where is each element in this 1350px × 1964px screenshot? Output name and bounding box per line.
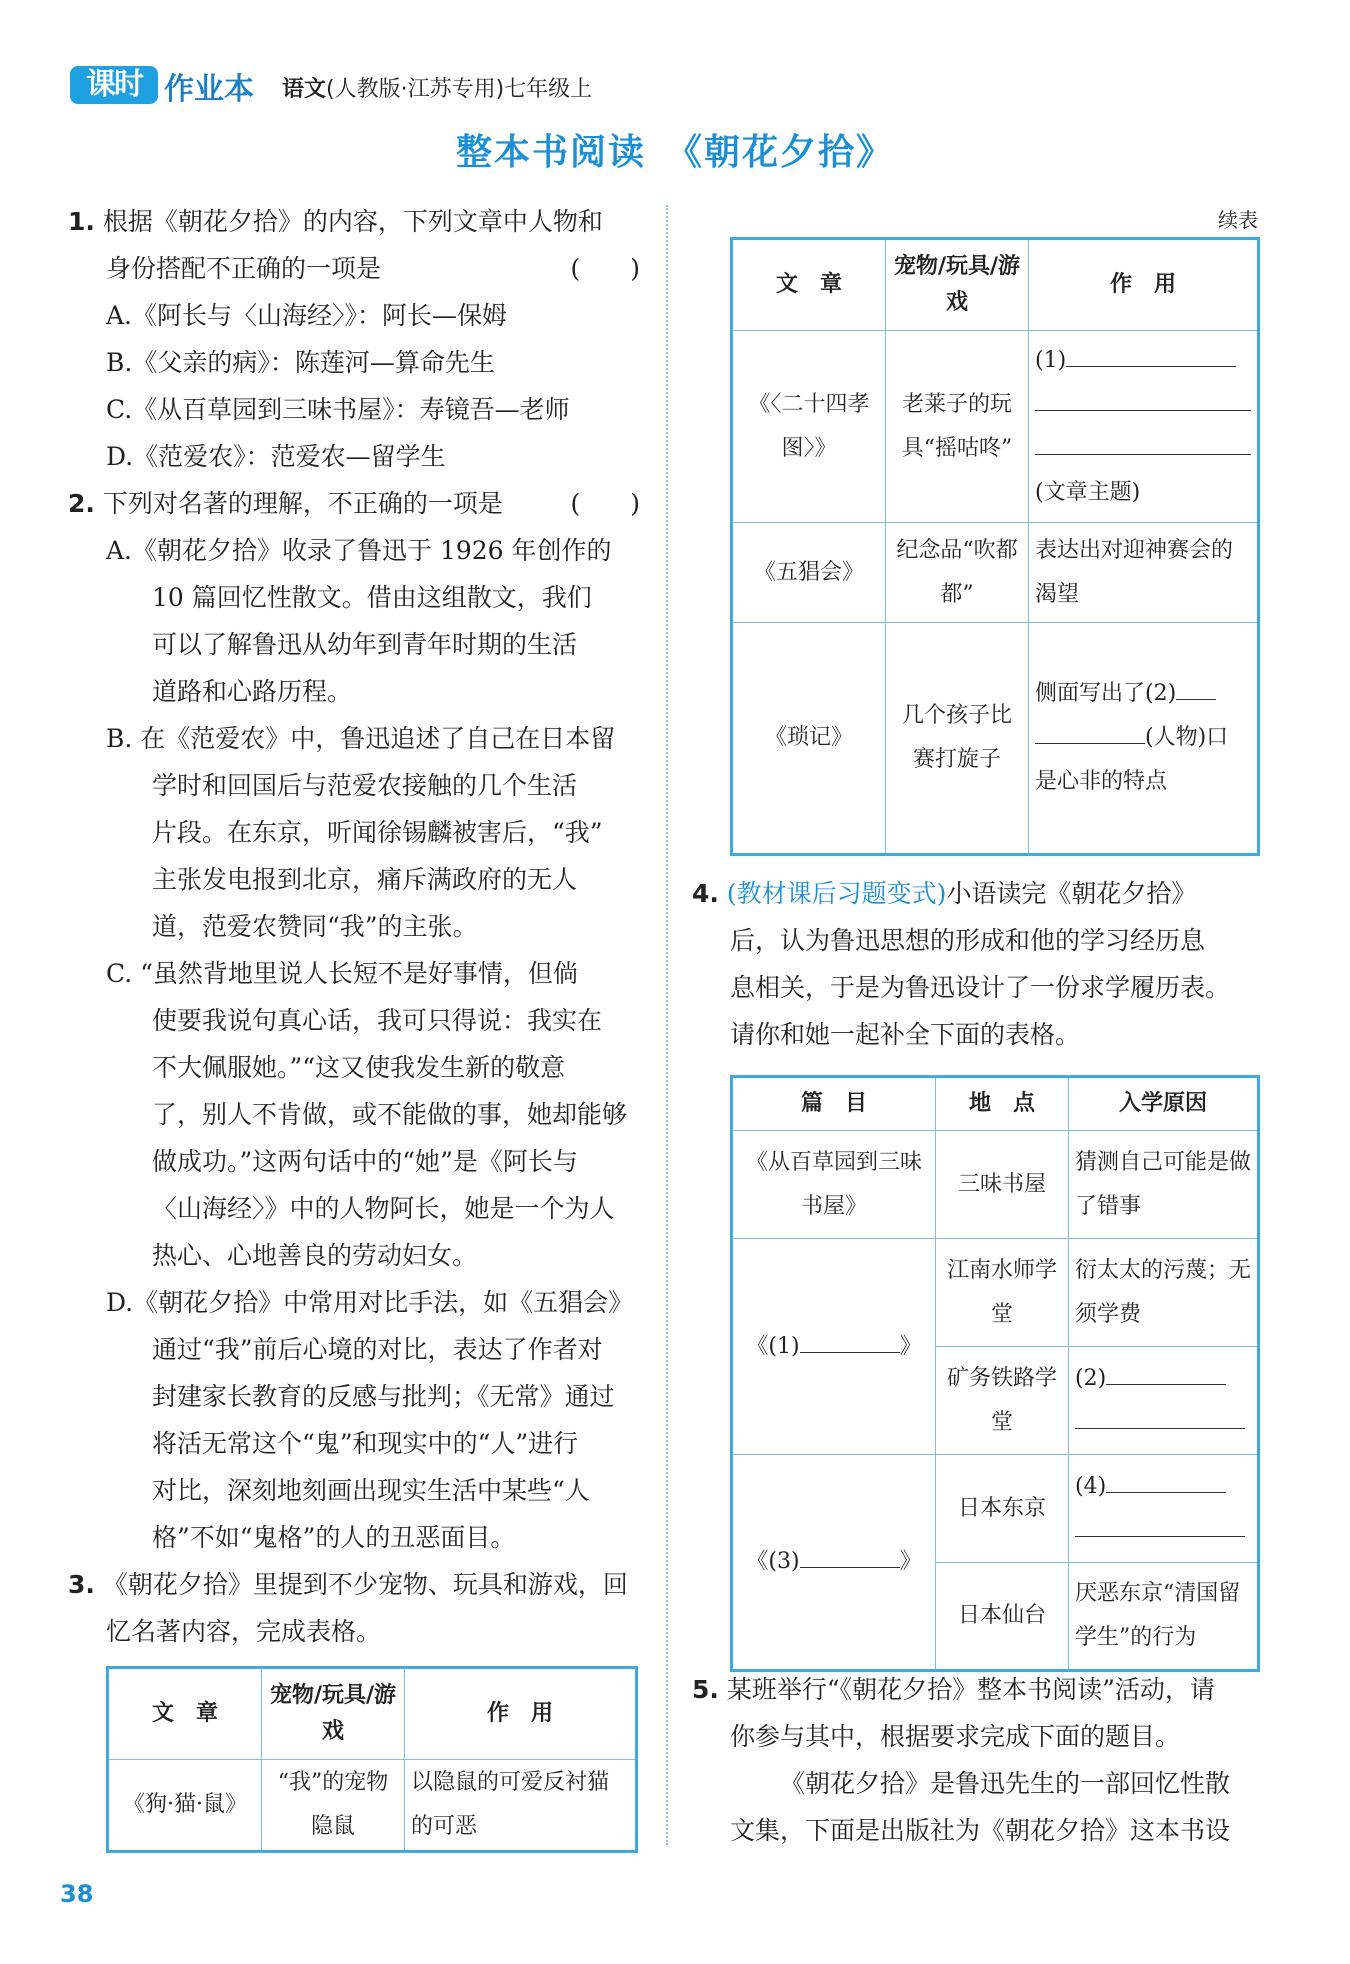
answer-blank[interactable]	[1075, 1536, 1245, 1537]
table-cell: 表达出对迎神赛会的渴望	[1029, 523, 1259, 623]
table-row	[108, 1760, 637, 1852]
table-cell: 老莱子的玩具“摇咕咚”	[886, 331, 1029, 523]
table-cell: 日本东京	[936, 1455, 1069, 1563]
answer-blank[interactable]	[800, 1352, 900, 1353]
table-cell: 日本仙台	[936, 1563, 1069, 1671]
table-cell: 《(3) 》	[732, 1455, 936, 1671]
table-cell: 侧面写出了(2) (人物)口 是心非的特点	[1029, 623, 1259, 855]
q3-header-article: 文 章	[108, 1668, 262, 1760]
column-divider	[666, 205, 668, 1845]
q1-option-a: A.《阿长与〈山海经〉》：阿长—保姆	[106, 301, 508, 330]
logo-subtitle: 作业本	[164, 72, 254, 107]
table-cell: 以隐鼠的可爱反衬猫的可恶	[405, 1760, 637, 1852]
table-cell: 江南水师学堂	[936, 1239, 1069, 1347]
table-cell: 猜测自己可能是做了错事	[1069, 1131, 1259, 1239]
continued-label: 续表	[1218, 208, 1258, 232]
table-row	[732, 1131, 1259, 1239]
q2-option-b: B. 在《范爱农》中，鲁迅追述了自己在日本留 学时和回国后与范爱农接触的几个生活 片段。在东京，听闻徐锡麟被害后，“我” 主张发电报到北京，痛斥满政府的无人 道，范爱农赞同“我”的主张。	[106, 724, 616, 941]
answer-blank[interactable]	[1035, 743, 1145, 744]
q2-option-a: A.《朝花夕拾》收录了鲁迅于 1926 年创作的 10 篇回忆性散文。借由这组散文，我们 可以了解鲁迅从幼年到青年时期的生活 道路和心路历程。	[106, 536, 612, 706]
table-cell: 《琐记》	[732, 623, 886, 855]
table-cell: (2)	[1069, 1347, 1259, 1455]
page-number: 38	[60, 1880, 94, 1908]
answer-blank[interactable]	[1106, 1492, 1226, 1493]
page-title: 整本书阅读 《朝花夕拾》	[455, 132, 894, 173]
table-row	[732, 1239, 1259, 1347]
answer-blank[interactable]	[1066, 366, 1236, 367]
table-cell: 《〈二十四孝图〉》	[732, 331, 886, 523]
q2-option-c: C. “虽然背地里说人长短不是好事情，但倘 使要我说句真心话，我可只得说：我实在 不大佩服她。”“这又使我发生新的敬意 了，别人不肯做，或不能做的事，她却能够 做成功。”这两句话中的“她”是《阿长与 〈山海经〉》中的人物阿长，她是一个为人 热心、心地善良的劳动妇女。	[106, 959, 628, 1270]
table-row	[732, 623, 1259, 855]
q3-header-effect: 作 用	[405, 1668, 637, 1760]
q1-option-d: D.《范爱农》：范爱农—留学生	[106, 442, 446, 471]
table-cell: “我”的宠物隐鼠	[262, 1760, 405, 1852]
table-cell: (4)	[1069, 1455, 1259, 1563]
table-row	[732, 1455, 1259, 1563]
table-cell: 《狗·猫·鼠》	[108, 1760, 262, 1852]
q3-header-item: 宠物/玩具/游戏	[886, 239, 1029, 331]
question-3: 3. 《朝花夕拾》里提到不少宠物、玩具和游戏，回 忆名著内容，完成表格。	[68, 1570, 628, 1646]
q4-header-location: 地 点	[936, 1077, 1069, 1131]
question-5: 5. 某班举行“《朝花夕拾》整本书阅读”活动，请 你参与其中，根据要求完成下面的题目。 《朝花夕拾》是鲁迅先生的一部回忆性散 文集，下面是出版社为《朝花夕拾》这本书设	[692, 1675, 1231, 1845]
table-cell: 《从百草园到三味书屋》	[732, 1131, 936, 1239]
question-2: 2. 下列对名著的理解，不正确的一项是 ( )	[68, 489, 640, 518]
table-row	[732, 523, 1259, 623]
q3-header-effect: 作 用	[1029, 239, 1259, 331]
table-cell: 《(1) 》	[732, 1239, 936, 1455]
q4-header-article: 篇 目	[732, 1077, 936, 1131]
table-cell: 三味书屋	[936, 1131, 1069, 1239]
table-cell: 纪念品“吹都都”	[886, 523, 1029, 623]
q3-header-item: 宠物/玩具/游戏	[262, 1668, 405, 1760]
question-4: 4. (教材课后习题变式)小语读完《朝花夕拾》 后，认为鲁迅思想的形成和他的学习经历息 息相关，于是为鲁迅设计了一份求学履历表。 请你和她一起补全下面的表格。	[692, 879, 1231, 1049]
q1-option-c: C.《从百草园到三味书屋》：寿镜吾—老师	[106, 395, 570, 424]
table-cell: (1) (文章主题)	[1029, 331, 1259, 523]
table-cell: 衍太太的污蔑；无须学费	[1069, 1239, 1259, 1347]
q4-header-reason: 入学原因	[1069, 1077, 1259, 1131]
subject-label: 语文(人教版·江苏专用)七年级上	[282, 77, 593, 102]
answer-blank[interactable]	[1176, 699, 1216, 700]
table-row	[732, 331, 1259, 523]
source-tag: (教材课后习题变式)	[726, 879, 947, 908]
answer-blank[interactable]	[800, 1567, 900, 1568]
table-cell: 矿务铁路学堂	[936, 1347, 1069, 1455]
table-cell: 《五猖会》	[732, 523, 886, 623]
table-cell: 厌恶东京“清国留学生”的行为	[1069, 1563, 1259, 1671]
question-1: 1. 根据《朝花夕拾》的内容，下列文章中人物和 身份搭配不正确的一项是 ( )	[68, 207, 640, 283]
q3-table	[106, 1666, 638, 1853]
q3-table-continued	[730, 237, 1260, 856]
table-cell: 几个孩子比赛打旋子	[886, 623, 1029, 855]
q1-option-b: B.《父亲的病》：陈莲河—算命先生	[106, 348, 495, 377]
q2-option-d: D.《朝花夕拾》中常用对比手法，如《五猖会》 通过“我”前后心境的对比，表达了作者对 封建家长教育的反感与批判；《无常》通过 将活无常这个“鬼”和现实中的“人”进行 对比，深刻地刻画出现实生活中某些“人 格”不如“鬼格”的人的丑恶面目。	[106, 1288, 634, 1552]
q3-header-article: 文 章	[732, 239, 886, 331]
answer-blank[interactable]	[1035, 410, 1251, 411]
q4-table	[730, 1075, 1260, 1672]
answer-blank[interactable]	[1075, 1428, 1245, 1429]
answer-blank[interactable]	[1106, 1384, 1226, 1385]
answer-blank[interactable]	[1035, 454, 1251, 455]
logo: 课时	[70, 66, 158, 104]
